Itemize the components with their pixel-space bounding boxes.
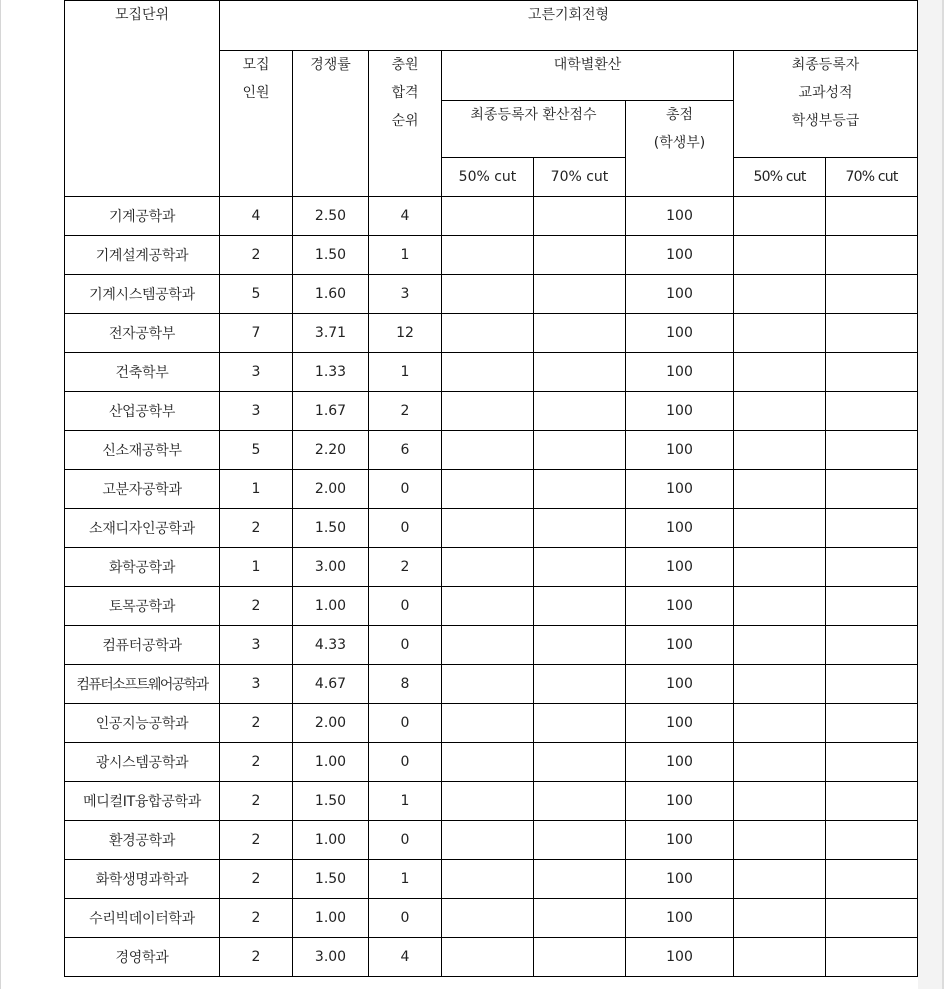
department-name: 기계시스템공학과 [65,275,220,314]
total-score-value: 100 [626,392,734,431]
quota-value: 1 [220,470,293,509]
converted-cut70-value [534,587,626,626]
total-score-value: 100 [626,821,734,860]
converted-cut50-value [442,392,534,431]
grade-cut50-value [734,938,826,977]
total-score-value: 100 [626,470,734,509]
department-name: 토목공학과 [65,587,220,626]
converted-cut70-value [534,938,626,977]
converted-cut70-value [534,275,626,314]
quota-value: 2 [220,782,293,821]
quota-value: 3 [220,353,293,392]
table-row [65,821,918,860]
header-final-grade [734,51,918,158]
converted-cut70-value [534,197,626,236]
quota-value: 1 [220,548,293,587]
total-score-value: 100 [626,626,734,665]
table-row [65,314,918,353]
table-header [65,1,918,197]
converted-cut70-value [534,626,626,665]
department-name: 전자공학부 [65,314,220,353]
department-name: 컴퓨터공학과 [65,626,220,665]
quota-value: 2 [220,587,293,626]
header-waitlist-line2: 합격 [391,85,419,101]
grade-cut70-value [826,470,918,509]
waitlist-rank-value: 0 [369,821,442,860]
converted-cut50-value [442,587,534,626]
total-score-value: 100 [626,704,734,743]
header-waitlist-line1: 충원 [391,57,419,73]
total-score-value: 100 [626,743,734,782]
competition-ratio-value: 1.00 [293,821,369,860]
waitlist-rank-value: 0 [369,743,442,782]
grade-cut50-value [734,314,826,353]
grade-cut50-value [734,548,826,587]
header-total-line1: 총점 [665,107,694,123]
grade-cut50-value [734,743,826,782]
grade-cut50-value [734,470,826,509]
grade-cut50-value [734,860,826,899]
converted-cut50-value [442,509,534,548]
total-score-value: 100 [626,197,734,236]
grade-cut50-value [734,197,826,236]
competition-ratio-value: 1.67 [293,392,369,431]
department-name: 고분자공학과 [65,470,220,509]
competition-ratio-value: 2.00 [293,470,369,509]
quota-value: 2 [220,938,293,977]
quota-value: 2 [220,704,293,743]
quota-value: 3 [220,626,293,665]
department-name: 인공지능공학과 [65,704,220,743]
total-score-value: 100 [626,782,734,821]
total-score-value: 100 [626,860,734,899]
quota-value: 2 [220,821,293,860]
header-conv-cut70: 70% cut [534,158,626,197]
converted-cut70-value [534,548,626,587]
table-row [65,665,918,704]
total-score-value: 100 [626,314,734,353]
converted-cut50-value [442,275,534,314]
header-quota-line1: 모집 [242,57,270,73]
grade-cut70-value [826,704,918,743]
converted-cut70-value [534,899,626,938]
grade-cut70-value [826,392,918,431]
converted-cut70-value [534,743,626,782]
table-row [65,743,918,782]
quota-value: 2 [220,236,293,275]
total-score-value: 100 [626,899,734,938]
quota-value: 2 [220,860,293,899]
grade-cut70-value [826,431,918,470]
waitlist-rank-value: 4 [369,938,442,977]
grade-cut50-value [734,587,826,626]
grade-cut50-value [734,392,826,431]
grade-cut70-value [826,236,918,275]
header-conv-cut50: 50% cut [442,158,534,197]
table-row [65,197,918,236]
quota-value: 2 [220,743,293,782]
converted-cut70-value [534,860,626,899]
total-score-value: 100 [626,548,734,587]
grade-cut70-value [826,938,918,977]
quota-value: 5 [220,275,293,314]
total-score-value: 100 [626,353,734,392]
page-left-edge [0,0,1,989]
department-name: 경영학과 [65,938,220,977]
department-name: 소재디자인공학과 [65,509,220,548]
grade-cut70-value [826,743,918,782]
converted-cut50-value [442,431,534,470]
table-row [65,392,918,431]
grade-cut50-value [734,899,826,938]
competition-ratio-value: 2.00 [293,704,369,743]
department-name: 신소재공학부 [65,431,220,470]
grade-cut70-value [826,860,918,899]
department-name: 컴퓨터소프트웨어공학과 [65,665,220,704]
grade-cut70-value [826,899,918,938]
converted-cut50-value [442,197,534,236]
department-name: 건축학부 [65,353,220,392]
grade-cut50-value [734,704,826,743]
waitlist-rank-value: 0 [369,899,442,938]
competition-ratio-value: 3.00 [293,548,369,587]
table-row [65,899,918,938]
converted-cut50-value [442,470,534,509]
table-row [65,353,918,392]
competition-ratio-value: 3.71 [293,314,369,353]
quota-value: 5 [220,431,293,470]
converted-cut70-value [534,431,626,470]
header-recruitment-unit: 모집단위 [65,1,220,197]
waitlist-rank-value: 8 [369,665,442,704]
table-row [65,938,918,977]
competition-ratio-value: 1.00 [293,899,369,938]
converted-cut70-value [534,236,626,275]
grade-cut70-value [826,782,918,821]
department-name: 수리빅데이터학과 [65,899,220,938]
grade-cut70-value [826,587,918,626]
grade-cut50-value [734,509,826,548]
waitlist-rank-value: 1 [369,353,442,392]
header-total-score [626,101,734,197]
header-competition-ratio: 경쟁률 [293,51,369,197]
grade-cut50-value [734,275,826,314]
header-grade-cut50: 50% cut [734,158,826,197]
waitlist-rank-value: 3 [369,275,442,314]
converted-cut70-value [534,392,626,431]
grade-cut70-value [826,821,918,860]
converted-cut70-value [534,704,626,743]
converted-cut50-value [442,353,534,392]
competition-ratio-value: 4.33 [293,626,369,665]
header-grade-line3: 학생부등급 [791,113,860,129]
department-name: 기계공학과 [65,197,220,236]
total-score-value: 100 [626,509,734,548]
converted-cut50-value [442,314,534,353]
waitlist-rank-value: 2 [369,548,442,587]
converted-cut70-value [534,782,626,821]
competition-ratio-value: 1.00 [293,587,369,626]
competition-ratio-value: 3.00 [293,938,369,977]
grade-cut50-value [734,431,826,470]
competition-ratio-value: 2.50 [293,197,369,236]
table-row [65,704,918,743]
waitlist-rank-value: 0 [369,626,442,665]
grade-cut50-value [734,236,826,275]
waitlist-rank-value: 0 [369,704,442,743]
table-row [65,548,918,587]
converted-cut70-value [534,665,626,704]
converted-cut50-value [442,782,534,821]
converted-cut70-value [534,470,626,509]
grade-cut70-value [826,197,918,236]
quota-value: 3 [220,665,293,704]
competition-ratio-value: 2.20 [293,431,369,470]
header-admission-track: 고른기회전형 [220,1,918,51]
header-total-line2: (학생부) [653,135,706,151]
competition-ratio-value: 1.00 [293,743,369,782]
waitlist-rank-value: 1 [369,782,442,821]
grade-cut50-value [734,782,826,821]
grade-cut50-value [734,821,826,860]
quota-value: 4 [220,197,293,236]
converted-cut70-value [534,314,626,353]
department-name: 화학생명과학과 [65,860,220,899]
grade-cut70-value [826,353,918,392]
total-score-value: 100 [626,236,734,275]
waitlist-rank-value: 2 [369,392,442,431]
quota-value: 3 [220,392,293,431]
header-grade-cut70: 70% cut [826,158,918,197]
total-score-value: 100 [626,587,734,626]
converted-cut50-value [442,704,534,743]
competition-ratio-value: 1.33 [293,353,369,392]
total-score-value: 100 [626,275,734,314]
table-body [65,197,918,977]
grade-cut70-value [826,509,918,548]
table-row [65,587,918,626]
competition-ratio-value: 4.67 [293,665,369,704]
table-row [65,431,918,470]
converted-cut50-value [442,548,534,587]
table-row [65,626,918,665]
department-name: 환경공학과 [65,821,220,860]
grade-cut50-value [734,626,826,665]
grade-cut50-value [734,353,826,392]
waitlist-rank-value: 0 [369,470,442,509]
grade-cut70-value [826,548,918,587]
total-score-value: 100 [626,665,734,704]
converted-cut50-value [442,665,534,704]
quota-value: 2 [220,899,293,938]
grade-cut70-value [826,275,918,314]
department-name: 광시스템공학과 [65,743,220,782]
grade-cut70-value [826,314,918,353]
table-row [65,470,918,509]
header-grade-line1: 최종등록자 [791,57,860,73]
department-name: 화학공학과 [65,548,220,587]
total-score-value: 100 [626,938,734,977]
converted-cut50-value [442,821,534,860]
header-quota [220,51,293,197]
header-final-converted-score: 최종등록자 환산점수 [442,101,626,158]
converted-cut50-value [442,938,534,977]
waitlist-rank-value: 4 [369,197,442,236]
converted-cut50-value [442,236,534,275]
table-row [65,509,918,548]
total-score-value: 100 [626,431,734,470]
header-waitlist-rank [369,51,442,197]
waitlist-rank-value: 6 [369,431,442,470]
department-name: 산업공학부 [65,392,220,431]
converted-cut50-value [442,860,534,899]
competition-ratio-value: 1.60 [293,275,369,314]
waitlist-rank-value: 0 [369,509,442,548]
converted-cut50-value [442,626,534,665]
waitlist-rank-value: 0 [369,587,442,626]
department-name: 기계설계공학과 [65,236,220,275]
waitlist-rank-value: 12 [369,314,442,353]
header-quota-line2: 인원 [242,85,270,101]
quota-value: 2 [220,509,293,548]
competition-ratio-value: 1.50 [293,782,369,821]
competition-ratio-value: 1.50 [293,860,369,899]
converted-cut70-value [534,509,626,548]
converted-cut70-value [534,821,626,860]
header-university-conversion: 대학별환산 [442,51,734,101]
table-row [65,275,918,314]
header-grade-line2: 교과성적 [798,85,853,101]
grade-cut70-value [826,626,918,665]
table-row [65,860,918,899]
table-row [65,236,918,275]
converted-cut70-value [534,353,626,392]
admission-results-table [64,0,918,977]
vertical-scrollbar-track[interactable] [918,0,944,989]
table-row [65,782,918,821]
department-name: 메디컬IT융합공학과 [65,782,220,821]
waitlist-rank-value: 1 [369,860,442,899]
grade-cut50-value [734,665,826,704]
competition-ratio-value: 1.50 [293,509,369,548]
converted-cut50-value [442,899,534,938]
converted-cut50-value [442,743,534,782]
grade-cut70-value [826,665,918,704]
competition-ratio-value: 1.50 [293,236,369,275]
header-waitlist-line3: 순위 [391,113,419,129]
quota-value: 7 [220,314,293,353]
waitlist-rank-value: 1 [369,236,442,275]
